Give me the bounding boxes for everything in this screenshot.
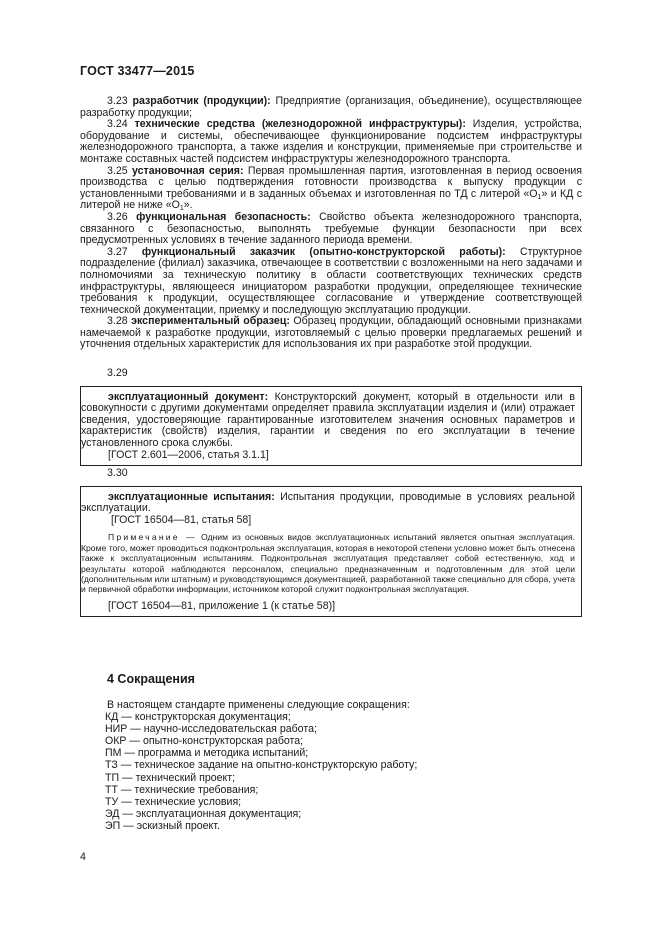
page-number: 4 [80, 851, 86, 863]
term-title: эксплуатационный документ: [108, 390, 269, 403]
term-reference: [ГОСТ 16504—81, статья 58] [111, 513, 252, 526]
list-item: ОКР — опытно-конструкторская работа; [105, 735, 304, 748]
list-item: ПМ — программа и методика испытаний; [105, 747, 309, 760]
term-title: технические средства (железнодорожной инфраструктуры): [134, 118, 466, 131]
term-title: экспериментальный образец: [131, 315, 290, 328]
term-3-25: 3.25 установочная серия: Первая промышленная партия, изготовленная в период освоения производства с целью подтверждения готовности производства к выпуску продукции с установленными требованиями и в заданных объемах и изготовленная по ТД с литерой «$О_1$» и КД с литерой не ниже «$О_1$». [80, 164, 583, 213]
term-title: разработчик (продукции): [132, 95, 271, 107]
term-3-29-block [80, 368, 582, 466]
list-item: КД — конструкторская документация; [105, 711, 291, 724]
term-title: функциональный заказчик (опытно-конструкторской работы): [141, 245, 506, 258]
term-title: установочная серия: [132, 164, 244, 177]
term-3-30-block [80, 468, 582, 617]
term-note: Примечание — Одним из основных видов эксплуатационных испытаний является опытная эксплуатация. Кроме того, может проводиться подконтрольная эксплуатация, которая в некоторой степени условно может быть отнесена также к эксплуатационным испытаниям. Подконтрольная эксплуатация представляет собой естественную, ход и результаты которой наблюдаются персоналом, специально предназначенным и подготовленным для этой цели (дополнительным или штатным) и руководствующимся документацией, разработанной также специально для сбора, учета и первичной обработки информации, источником которой служит подконтрольная эксплуатация. [81, 532, 575, 595]
term-reference: [ГОСТ 2.601—2006, статья 3.1.1] [108, 448, 269, 461]
list-item: ЭД — эксплуатационная документация; [105, 807, 302, 820]
term-number: 3.29 [107, 367, 128, 379]
list-item: ТП — технический проект; [105, 771, 236, 784]
term-title: функциональная безопасность: [136, 210, 311, 223]
term-3-29-box [80, 386, 582, 467]
term-number: 3.30 [107, 467, 128, 479]
term-3-30-box [80, 486, 582, 618]
list-item: ТТ — технические требования; [105, 783, 259, 796]
list-item: ЭП — эскизный проект. [105, 819, 220, 832]
section-heading: 4 Сокращения [107, 672, 195, 686]
term-3-26: 3.26 функциональная безопасность: Свойство объекта железнодорожного транспорта, связанного с безопасностью, выполнять требуемые функции безопасности при всех предусмотренных условиях в течение заданного периода времени. [80, 210, 582, 247]
list-item: НИР — научно-исследовательская работа; [105, 723, 317, 736]
document-header: ГОСТ 33477—2015 [80, 64, 195, 78]
terms-block [80, 96, 582, 351]
term-3-28: 3.28 экспериментальный образец: Образец продукции, обладающий основными признаками намечаемой к разработке продукции, изготовляемый с целью проверки предлагаемых решений и уточнения отдельных характеристик для использования их при разработке этой продукции. [80, 315, 582, 351]
list-item: ТУ — технические условия; [105, 795, 242, 808]
term-definition: эксплуатационный документ: Конструкторский документ, который в отдельности или в совокупности с другими документами определяет правила эксплуатации изделия и (или) отражает сведения, удостоверяющие гарантированные изготовителем значения основных параметров и характеристик (свойств) изделия, гарантии и сведения по его эксплуатации в течение установленного срока службы. [81, 390, 575, 449]
term-definition: эксплуатационные испытания: Испытания продукции, проводимые в условиях реальной эксплуатации. [81, 490, 575, 515]
note-reference: [ГОСТ 16504—81, приложение 1 (к статье 58)] [108, 599, 336, 612]
list-item: ТЗ — техническое задание на опытно-конструкторскую работу; [105, 759, 418, 772]
term-3-23: 3.23 разработчик (продукции): Предприятие (организация, объединение), осуществляющее разработку продукции; [80, 95, 582, 119]
term-3-24: 3.24 технические средства (железнодорожной инфраструктуры): Изделия, устройства, оборудование и системы, обеспечивающее функционирование подсистем инфраструктуры железнодорожного транспорта, а также изделия и конструкции, применяемые при строительстве и монтаже составных частей подсистем инфраструктуры железнодорожного транспорта. [80, 118, 582, 165]
note-label: Примечание — [108, 532, 197, 543]
abbreviations-list [107, 699, 417, 832]
abbreviations-intro: В настоящем стандарте применены следующие сокращения: [107, 699, 410, 711]
term-title: эксплуатационные испытания: [108, 490, 275, 503]
term-3-27: 3.27 функциональный заказчик (опытно-конструкторской работы): Структурное подразделение (филиал) заказчика, отвечающее в соответствии с возложенными на него задачами и полномочиями за техническую политику в области соответствующих технических средств инфраструктуры, являющееся инициатором разработки продукции, определяющее технические требования к продукции, осуществляющее согласование и утверждение соответствующей технической документации, приемку и последующую эксплуатацию продукции. [80, 245, 582, 316]
